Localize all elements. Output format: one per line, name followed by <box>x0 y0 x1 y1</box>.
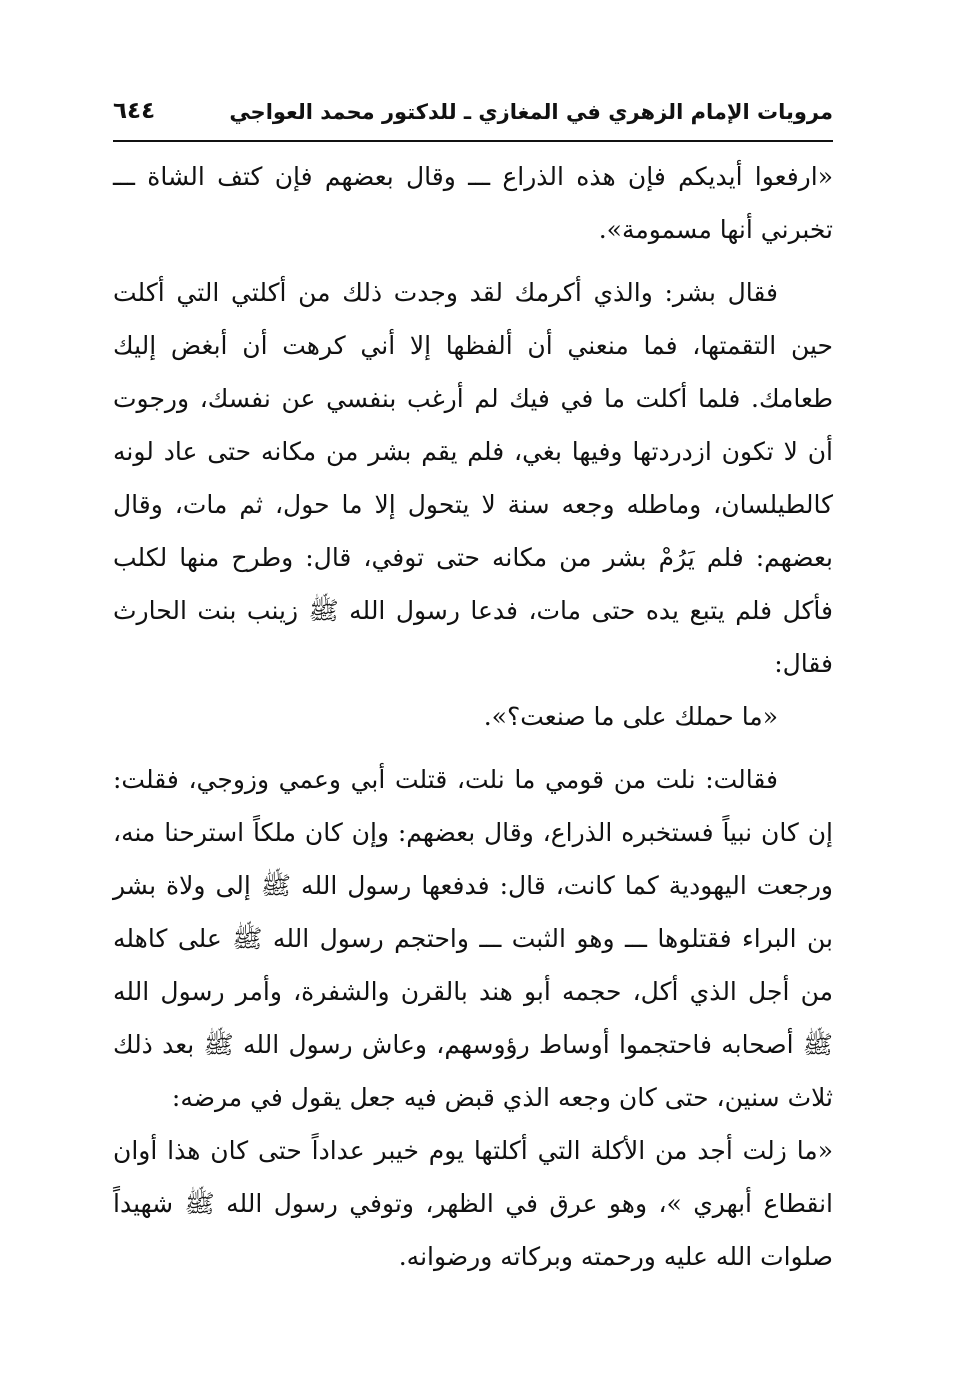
page-number: ٦٤٤ <box>113 98 156 124</box>
header-rule <box>113 140 833 142</box>
narrative-paragraph: فقالت: نلت من قومي ما نلت، قتلت أبي وعمي وزوجي، فقلت: إن كان نبياً فستخبره الذراع، وقال بعضهم: وإن كان ملكاً استرحنا منه، ورجعت اليهودية كما كانت، قال: فدفعها رسول الله ﷺ إلى ولاة بشر بن البراء فقتلوها ـــ وهو الثبت ـــ واحتجم رسول الله ﷺ على كاهله من أجل الذي أكل، حجمه أبو هند بالقرن والشفرة، وأمر رسول الله ﷺ أصحابه فاحتجموا أوساط رؤوسهم، وعاش رسول الله ﷺ بعد ذلك ثلاث سنين، حتى كان وجعه الذي قبض فيه جعل يقول في مرضه: <box>113 765 833 1112</box>
page-body <box>113 150 833 1283</box>
quote-paragraph: «ما زلت أجد من الأكلة التي أكلتها يوم خيبر عداداً حتى كان هذا أوان انقطاع أبهري »، وهو عرق في الظهر، وتوفي رسول الله ﷺ شهيداً صلوات الله عليه ورحمته وبركاته ورضوانه. <box>113 1136 833 1271</box>
quote-paragraph: «ارفعوا أيديكم فإن هذه الذراع ـــ وقال بعضهم فإن كتف الشاة ـــ تخبرني أنها مسمومة». <box>113 162 833 244</box>
narrative-paragraph: فقال بشر: والذي أكرمك لقد وجدت ذلك من أكلتي التي أكلت حين التقمتها، فما منعني أن ألفظها إلا أني كرهت أن أبغض إليك طعامك. فلما أكلت ما في فيك لم أرغب بنفسي عن نفسك، ورجوت أن لا تكون ازدردتها وفيها بغي، فلم يقم بشر من مكانه حتى عاد لونه كالطيلسان، وماطله وجعه سنة لا يتحول إلا ما حول، ثم مات، وقال بعضهم: فلم يَرُمْ بشر من مكانه حتى توفي، قال: وطرح منها لكلب فأكل فلم يتبع يده حتى مات، فدعا رسول الله ﷺ زينب بنت الحارث فقال: <box>113 278 834 678</box>
quote-paragraph: «ما حملك على ما صنعت؟». <box>483 702 778 731</box>
header-title: مرويات الإمام الزهري في المغازي ـ للدكتور محمد العواجي <box>229 100 833 124</box>
running-header <box>113 98 833 140</box>
